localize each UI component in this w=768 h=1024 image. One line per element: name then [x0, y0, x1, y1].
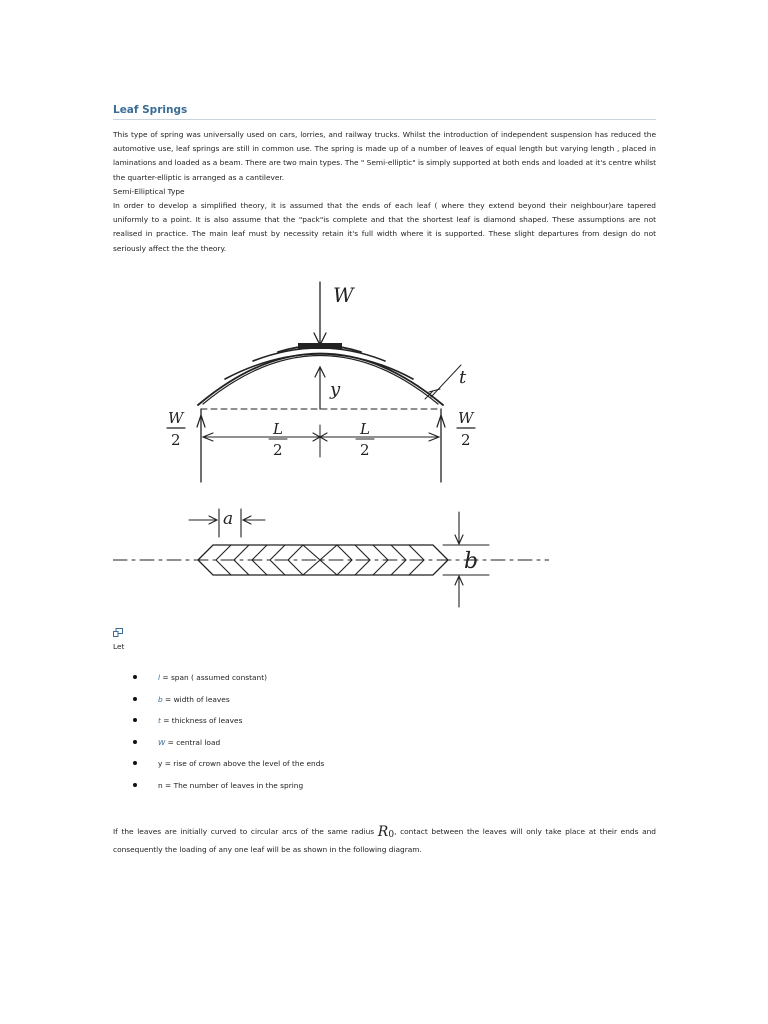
- variable-list: [133, 672, 324, 801]
- variable-symbol: n: [158, 780, 163, 790]
- left-reaction-den: 2: [171, 431, 181, 449]
- plan-dim-a-right-arrow: [243, 516, 265, 524]
- closing-text-after: , contact between the leaves will only take place at their ends and consequently the loading of any one leaf will be as shown in the following diagram.: [113, 827, 656, 854]
- section-heading: Semi-Elliptical Type: [113, 186, 185, 196]
- bullet-icon: [133, 718, 137, 722]
- variable-symbol: t: [158, 716, 161, 725]
- list-item: [133, 737, 324, 759]
- left-reaction-num: W: [168, 409, 184, 427]
- variable-text: = span ( assumed constant): [160, 673, 268, 682]
- leaf-spring-figure: [113, 257, 549, 623]
- variable-symbol: l: [158, 673, 161, 682]
- rise-label: y: [330, 379, 341, 400]
- bullet-icon: [133, 697, 137, 701]
- leaf-width-label-b: b: [464, 549, 479, 574]
- variable-symbol: b: [158, 694, 163, 704]
- centre-clamp: [298, 343, 342, 349]
- variable-text: = thickness of leaves: [160, 716, 243, 725]
- bullet-icon: [133, 675, 137, 679]
- variable-text: = central load: [165, 737, 221, 747]
- right-half-span-num: L: [360, 420, 370, 438]
- list-item: [133, 715, 324, 737]
- page-title: Leaf Springs: [113, 104, 656, 120]
- theory-paragraph: In order to develop a simplified theory, it is assumed that the ends of each leaf ( where they extend beyond their neighbour)are tapered uniformly to a point. It is also assume that the "pack"is complete and that the shortest leaf is diamond shaped. These assumptions are not realised in practice. The main leaf must by necessity retain it's full width where it is supported. These slight departures from design do not seriously affect the the theory.: [113, 201, 656, 253]
- list-item: [133, 758, 324, 780]
- bullet-icon: [133, 761, 137, 765]
- article: [113, 104, 656, 854]
- right-reaction-num: W: [458, 409, 474, 427]
- let-label: Let: [113, 642, 125, 651]
- bullet-icon: [133, 783, 137, 787]
- variable-symbol: W: [158, 737, 166, 747]
- closing-text-before: If the leaves are initially curved to circular arcs of the same radius: [113, 827, 378, 837]
- variable-text: = width of leaves: [162, 694, 230, 704]
- plan-dim-a-left-arrow: [189, 516, 217, 524]
- list-item: [133, 694, 324, 716]
- right-half-span-den: 2: [360, 441, 370, 459]
- intro-paragraph: This type of spring was universally used on cars, lorries, and railway trucks. Whilst the introduction of independent suspension has reduced the automotive use, leaf springs are still in common use. The spring is made up of a number of leaves of equal length but varying length , placed in laminations and loaded as a beam. There are two main types. The " Semi-elliptic" is simply supported at both ends and loaded at it's centre whilst the quarter-elliptic is arranged as a cantilever.: [113, 130, 656, 182]
- thickness-pointer: [431, 365, 461, 397]
- left-half-span-num: L: [273, 420, 283, 438]
- expand-image-icon[interactable]: [113, 628, 123, 637]
- right-reaction-den: 2: [461, 431, 471, 449]
- variable-text: = The number of leaves in the spring: [162, 780, 304, 790]
- list-item: [133, 780, 324, 802]
- closing-paragraph: [113, 825, 656, 856]
- radius-subscript: 0: [388, 830, 395, 841]
- variable-text: = rise of crown above the level of the ends: [162, 759, 325, 768]
- bullet-icon: [133, 740, 137, 744]
- left-half-span-den: 2: [273, 441, 283, 459]
- variable-symbol: y: [158, 759, 163, 768]
- load-label: W: [333, 283, 354, 307]
- thickness-label: t: [459, 367, 467, 388]
- radius-symbol: R: [377, 824, 389, 841]
- list-item: [133, 672, 324, 694]
- width-label-a: a: [223, 509, 234, 529]
- leaf-3: [225, 354, 413, 379]
